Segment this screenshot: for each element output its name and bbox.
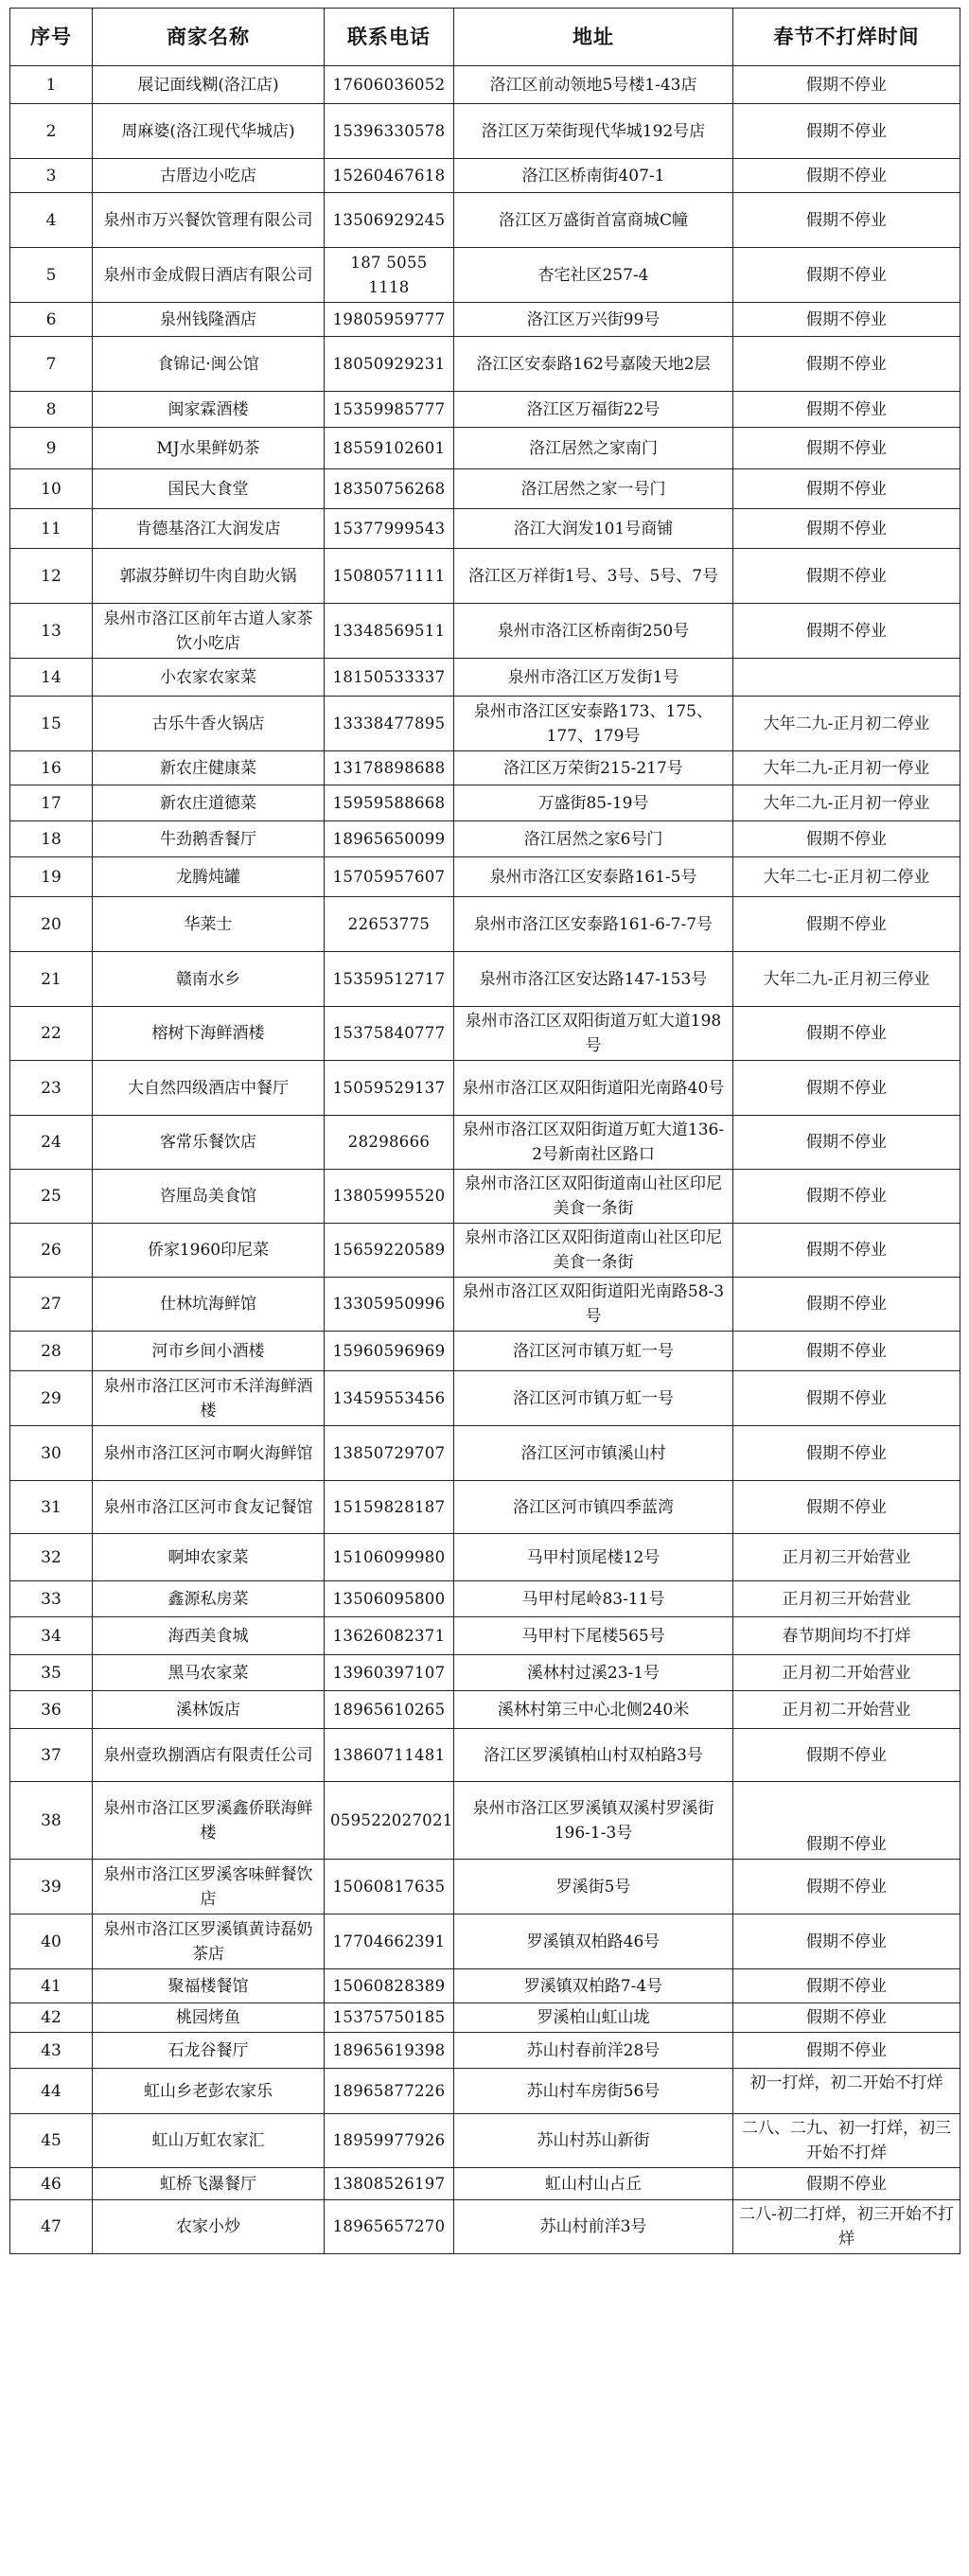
cell-address: 洛江区安泰路162号嘉陵天地2层 <box>454 337 733 392</box>
table-row <box>10 785 960 821</box>
table-row <box>10 659 960 697</box>
cell-no: 23 <box>10 1061 93 1116</box>
cell-no: 38 <box>10 1782 93 1860</box>
cell-name: 石龙谷餐厅 <box>93 2033 325 2069</box>
cell-name: 虹山乡老彭农家乐 <box>93 2069 325 2114</box>
cell-phone: 13506929245 <box>325 193 454 248</box>
cell-phone: 17704662391 <box>325 1914 454 1969</box>
cell-no: 19 <box>10 857 93 897</box>
cell-hours: 假期不停业 <box>733 549 960 604</box>
cell-address: 罗溪镇双柏路46号 <box>454 1914 733 1969</box>
cell-no: 16 <box>10 751 93 785</box>
table-header-row <box>10 9 960 66</box>
cell-name: 侨家1960印尼菜 <box>93 1224 325 1278</box>
table-row <box>10 303 960 337</box>
cell-hours: 假期不停业 <box>733 1969 960 2003</box>
cell-name: 古乐牛香火锅店 <box>93 697 325 751</box>
cell-name: 桃园烤鱼 <box>93 2003 325 2033</box>
cell-name: 虹山万虹农家汇 <box>93 2114 325 2168</box>
table-row <box>10 1782 960 1860</box>
cell-no: 27 <box>10 1278 93 1332</box>
cell-name: 龙腾炖罐 <box>93 857 325 897</box>
cell-address: 溪林村过溪23-1号 <box>454 1655 733 1691</box>
cell-no: 33 <box>10 1581 93 1617</box>
cell-no: 5 <box>10 248 93 303</box>
cell-name: 黑马农家菜 <box>93 1655 325 1691</box>
cell-hours: 假期不停业 <box>733 2033 960 2069</box>
table-row <box>10 1729 960 1782</box>
cell-phone: 15375750185 <box>325 2003 454 2033</box>
header-no: 序号 <box>10 9 93 66</box>
cell-address: 洛江区万祥街1号、3号、5号、7号 <box>454 549 733 604</box>
cell-address: 泉州市洛江区双阳街道万虹大道136-2号新南社区路口 <box>454 1116 733 1170</box>
cell-no: 36 <box>10 1691 93 1729</box>
cell-address: 洛江区万盛街首富商城C幢 <box>454 193 733 248</box>
cell-hours: 假期不停业 <box>733 193 960 248</box>
table-row <box>10 1691 960 1729</box>
cell-phone: 18959977926 <box>325 2114 454 2168</box>
cell-hours <box>733 659 960 697</box>
merchant-table-container <box>9 8 960 2254</box>
cell-address: 罗溪柏山虹山垅 <box>454 2003 733 2033</box>
cell-address: 苏山村前洋3号 <box>454 2200 733 2254</box>
table-body <box>10 66 960 2254</box>
table-row <box>10 1969 960 2003</box>
table-row <box>10 1278 960 1332</box>
table-row <box>10 1617 960 1655</box>
cell-no: 3 <box>10 159 93 193</box>
table-row <box>10 337 960 392</box>
header-phone: 联系电话 <box>325 9 454 66</box>
cell-phone: 15159828187 <box>325 1481 454 1534</box>
cell-address: 苏山村车房街56号 <box>454 2069 733 2114</box>
cell-address: 泉州市洛江区罗溪镇双溪村罗溪街196-1-3号 <box>454 1782 733 1860</box>
cell-hours: 假期不停业 <box>733 1426 960 1481</box>
cell-hours: 假期不停业 <box>733 1481 960 1534</box>
cell-name: 新农庄健康菜 <box>93 751 325 785</box>
cell-phone: 13805995520 <box>325 1170 454 1224</box>
cell-no: 35 <box>10 1655 93 1691</box>
cell-no: 47 <box>10 2200 93 2254</box>
cell-no: 39 <box>10 1860 93 1914</box>
cell-address: 洛江区河市镇万虹一号 <box>454 1332 733 1371</box>
cell-address: 泉州市洛江区安泰路161-6-7-7号 <box>454 897 733 952</box>
cell-name: 华莱士 <box>93 897 325 952</box>
cell-hours: 假期不停业 <box>733 2003 960 2033</box>
table-row <box>10 952 960 1007</box>
cell-phone: 13305950996 <box>325 1278 454 1332</box>
cell-phone: 13626082371 <box>325 1617 454 1655</box>
cell-hours: 假期不停业 <box>733 337 960 392</box>
cell-name: 小农家农家菜 <box>93 659 325 697</box>
cell-address: 泉州市洛江区双阳街道南山社区印尼美食一条街 <box>454 1170 733 1224</box>
cell-address: 杏宅社区257-4 <box>454 248 733 303</box>
cell-address: 泉州市洛江区万发街1号 <box>454 659 733 697</box>
table-row <box>10 897 960 952</box>
cell-name: 泉州市洛江区罗溪鑫侨联海鲜楼 <box>93 1782 325 1860</box>
table-row <box>10 1655 960 1691</box>
cell-name: 展记面线糊(洛江店) <box>93 66 325 104</box>
cell-no: 37 <box>10 1729 93 1782</box>
table-row <box>10 1170 960 1224</box>
cell-hours: 大年二七-正月初二停业 <box>733 857 960 897</box>
cell-name: 食锦记·闽公馆 <box>93 337 325 392</box>
header-name: 商家名称 <box>93 9 325 66</box>
cell-phone: 13338477895 <box>325 697 454 751</box>
table-row <box>10 159 960 193</box>
cell-no: 6 <box>10 303 93 337</box>
table-row <box>10 428 960 469</box>
cell-phone: 13860711481 <box>325 1729 454 1782</box>
cell-address: 洛江居然之家一号门 <box>454 469 733 509</box>
cell-hours: 假期不停业 <box>733 1224 960 1278</box>
cell-phone: 13506095800 <box>325 1581 454 1617</box>
cell-phone: 18965650099 <box>325 821 454 857</box>
cell-no: 13 <box>10 604 93 659</box>
cell-no: 7 <box>10 337 93 392</box>
cell-phone: 15059529137 <box>325 1061 454 1116</box>
cell-phone: 15359512717 <box>325 952 454 1007</box>
cell-hours: 假期不停业 <box>733 1061 960 1116</box>
cell-name: 泉州市洛江区罗溪镇黄诗磊奶茶店 <box>93 1914 325 1969</box>
cell-address: 溪林村第三中心北侧240米 <box>454 1691 733 1729</box>
cell-phone: 17606036052 <box>325 66 454 104</box>
cell-phone: 15377999543 <box>325 509 454 549</box>
cell-no: 10 <box>10 469 93 509</box>
cell-hours: 假期不停业 <box>733 1914 960 1969</box>
cell-name: 泉州市万兴餐饮管理有限公司 <box>93 193 325 248</box>
cell-name: 泉州市洛江区河市啊火海鲜馆 <box>93 1426 325 1481</box>
cell-address: 洛江区罗溪镇柏山村双柏路3号 <box>454 1729 733 1782</box>
cell-name: 河市乡间小酒楼 <box>93 1332 325 1371</box>
cell-name: 咨厘岛美食馆 <box>93 1170 325 1224</box>
table-row <box>10 751 960 785</box>
cell-no: 22 <box>10 1007 93 1061</box>
cell-address: 虹山村山占丘 <box>454 2168 733 2200</box>
table-row <box>10 1581 960 1617</box>
cell-hours: 假期不停业 <box>733 1170 960 1224</box>
cell-name: 泉州市洛江区河市食友记餐馆 <box>93 1481 325 1534</box>
cell-hours: 假期不停业 <box>733 2168 960 2200</box>
table-row <box>10 104 960 159</box>
cell-phone: 15080571111 <box>325 549 454 604</box>
cell-hours: 假期不停业 <box>733 66 960 104</box>
cell-phone: 18965610265 <box>325 1691 454 1729</box>
cell-phone: 18150533337 <box>325 659 454 697</box>
cell-address: 洛江居然之家6号门 <box>454 821 733 857</box>
cell-address: 洛江区万荣街215-217号 <box>454 751 733 785</box>
cell-no: 17 <box>10 785 93 821</box>
cell-phone: 15396330578 <box>325 104 454 159</box>
cell-phone: 18050929231 <box>325 337 454 392</box>
cell-name: 泉州市洛江区前年古道人家茶饮小吃店 <box>93 604 325 659</box>
cell-phone: 13459553456 <box>325 1371 454 1426</box>
cell-name: 国民大食堂 <box>93 469 325 509</box>
cell-no: 9 <box>10 428 93 469</box>
cell-no: 21 <box>10 952 93 1007</box>
cell-hours: 假期不停业 <box>733 1782 960 1860</box>
cell-name: 郭淑芬鲜切牛肉自助火锅 <box>93 549 325 604</box>
cell-hours: 正月初二开始营业 <box>733 1691 960 1729</box>
cell-name: 聚福楼餐馆 <box>93 1969 325 2003</box>
cell-hours: 假期不停业 <box>733 1371 960 1426</box>
table-row <box>10 1426 960 1481</box>
table-row <box>10 2033 960 2069</box>
cell-name: 赣南水乡 <box>93 952 325 1007</box>
cell-address: 洛江区万兴街99号 <box>454 303 733 337</box>
cell-hours: 春节期间均不打烊 <box>733 1617 960 1655</box>
table-row <box>10 2168 960 2200</box>
cell-name: 鑫源私房菜 <box>93 1581 325 1617</box>
cell-name: 新农庄道德菜 <box>93 785 325 821</box>
cell-hours: 假期不停业 <box>733 1860 960 1914</box>
cell-hours: 大年二九-正月初一停业 <box>733 751 960 785</box>
table-row <box>10 1481 960 1534</box>
table-row <box>10 1224 960 1278</box>
cell-address: 泉州市洛江区安达路147-153号 <box>454 952 733 1007</box>
table-row <box>10 469 960 509</box>
header-hours: 春节不打烊时间 <box>733 9 960 66</box>
cell-hours: 大年二九-正月初一停业 <box>733 785 960 821</box>
cell-no: 11 <box>10 509 93 549</box>
table-row <box>10 193 960 248</box>
merchant-table <box>9 8 960 2254</box>
cell-name: 虹桥飞瀑餐厅 <box>93 2168 325 2200</box>
cell-phone: 15106099980 <box>325 1534 454 1581</box>
cell-hours: 大年二九-正月初二停业 <box>733 697 960 751</box>
cell-phone: 18965877226 <box>325 2069 454 2114</box>
cell-phone: 13178898688 <box>325 751 454 785</box>
table-row <box>10 248 960 303</box>
cell-no: 4 <box>10 193 93 248</box>
cell-hours: 假期不停业 <box>733 303 960 337</box>
cell-no: 25 <box>10 1170 93 1224</box>
cell-no: 40 <box>10 1914 93 1969</box>
cell-address: 泉州市洛江区桥南街250号 <box>454 604 733 659</box>
cell-name: 溪林饭店 <box>93 1691 325 1729</box>
cell-hours: 假期不停业 <box>733 604 960 659</box>
cell-name: 榕树下海鲜酒楼 <box>93 1007 325 1061</box>
table-row <box>10 857 960 897</box>
cell-address: 泉州市洛江区安泰路161-5号 <box>454 857 733 897</box>
cell-hours: 假期不停业 <box>733 1729 960 1782</box>
cell-hours: 假期不停业 <box>733 428 960 469</box>
cell-hours: 假期不停业 <box>733 821 960 857</box>
table-row <box>10 2114 960 2168</box>
cell-name: MJ水果鲜奶茶 <box>93 428 325 469</box>
cell-phone: 13348569511 <box>325 604 454 659</box>
table-row <box>10 549 960 604</box>
cell-no: 32 <box>10 1534 93 1581</box>
cell-address: 马甲村下尾楼565号 <box>454 1617 733 1655</box>
cell-no: 28 <box>10 1332 93 1371</box>
cell-no: 24 <box>10 1116 93 1170</box>
cell-address: 马甲村顶尾楼12号 <box>454 1534 733 1581</box>
cell-phone: 15659220589 <box>325 1224 454 1278</box>
cell-hours: 二八-初二打烊，初三开始不打烊 <box>733 2200 960 2254</box>
cell-no: 29 <box>10 1371 93 1426</box>
cell-name: 泉州壹玖捌酒店有限责任公司 <box>93 1729 325 1782</box>
cell-hours: 假期不停业 <box>733 469 960 509</box>
cell-hours: 假期不停业 <box>733 509 960 549</box>
cell-no: 14 <box>10 659 93 697</box>
cell-hours: 假期不停业 <box>733 248 960 303</box>
cell-no: 41 <box>10 1969 93 2003</box>
cell-phone: 22653775 <box>325 897 454 952</box>
cell-name: 闽家霖酒楼 <box>93 392 325 428</box>
cell-address: 苏山村苏山新街 <box>454 2114 733 2168</box>
cell-hours: 假期不停业 <box>733 104 960 159</box>
cell-name: 泉州市洛江区河市禾洋海鲜酒楼 <box>93 1371 325 1426</box>
table-row <box>10 2200 960 2254</box>
table-row <box>10 1007 960 1061</box>
cell-address: 罗溪街5号 <box>454 1860 733 1914</box>
cell-phone: 18559102601 <box>325 428 454 469</box>
table-row <box>10 604 960 659</box>
cell-name: 牛劲鹅香餐厅 <box>93 821 325 857</box>
table-row <box>10 66 960 104</box>
cell-phone: 15060828389 <box>325 1969 454 2003</box>
cell-no: 12 <box>10 549 93 604</box>
table-row <box>10 697 960 751</box>
cell-phone: 28298666 <box>325 1116 454 1170</box>
cell-name: 啊坤农家菜 <box>93 1534 325 1581</box>
cell-name: 泉州钱隆酒店 <box>93 303 325 337</box>
table-row <box>10 1914 960 1969</box>
cell-name: 周麻婆(洛江现代华城店) <box>93 104 325 159</box>
cell-phone: 15060817635 <box>325 1860 454 1914</box>
cell-name: 农家小炒 <box>93 2200 325 2254</box>
cell-phone: 15960596969 <box>325 1332 454 1371</box>
cell-name: 客常乐餐饮店 <box>93 1116 325 1170</box>
table-row <box>10 1061 960 1116</box>
table-row <box>10 2003 960 2033</box>
cell-address: 泉州市洛江区安泰路173、175、177、179号 <box>454 697 733 751</box>
table-row <box>10 1371 960 1426</box>
cell-no: 30 <box>10 1426 93 1481</box>
cell-name: 肯德基洛江大润发店 <box>93 509 325 549</box>
cell-hours: 假期不停业 <box>733 1332 960 1371</box>
cell-phone: 15260467618 <box>325 159 454 193</box>
cell-phone: 187 5055 1118 <box>325 248 454 303</box>
cell-no: 45 <box>10 2114 93 2168</box>
cell-no: 20 <box>10 897 93 952</box>
cell-phone: 18965657270 <box>325 2200 454 2254</box>
cell-name: 古厝边小吃店 <box>93 159 325 193</box>
cell-phone: 19805959777 <box>325 303 454 337</box>
cell-no: 42 <box>10 2003 93 2033</box>
cell-name: 仕林坑海鲜馆 <box>93 1278 325 1332</box>
table-row <box>10 1860 960 1914</box>
cell-address: 洛江居然之家南门 <box>454 428 733 469</box>
cell-address: 泉州市洛江区双阳街道阳光南路40号 <box>454 1061 733 1116</box>
cell-phone: 18965619398 <box>325 2033 454 2069</box>
cell-hours: 假期不停业 <box>733 1007 960 1061</box>
cell-hours: 假期不停业 <box>733 897 960 952</box>
cell-phone: 13808526197 <box>325 2168 454 2200</box>
cell-no: 34 <box>10 1617 93 1655</box>
cell-no: 43 <box>10 2033 93 2069</box>
cell-phone: 18350756268 <box>325 469 454 509</box>
cell-phone: 059522027021 <box>325 1782 454 1860</box>
cell-hours: 大年二九-正月初三停业 <box>733 952 960 1007</box>
cell-address: 泉州市洛江区双阳街道万虹大道198号 <box>454 1007 733 1061</box>
cell-no: 44 <box>10 2069 93 2114</box>
cell-address: 洛江大润发101号商铺 <box>454 509 733 549</box>
cell-phone: 15959588668 <box>325 785 454 821</box>
cell-hours: 二八、二九、初一打烊，初三开始不打烊 <box>733 2114 960 2168</box>
cell-name: 大自然四级酒店中餐厅 <box>93 1061 325 1116</box>
cell-address: 马甲村尾岭83-11号 <box>454 1581 733 1617</box>
table-row <box>10 1116 960 1170</box>
header-address: 地址 <box>454 9 733 66</box>
cell-no: 8 <box>10 392 93 428</box>
cell-phone: 15359985777 <box>325 392 454 428</box>
cell-address: 洛江区河市镇万虹一号 <box>454 1371 733 1426</box>
table-row <box>10 1332 960 1371</box>
cell-hours: 假期不停业 <box>733 159 960 193</box>
cell-no: 26 <box>10 1224 93 1278</box>
cell-no: 31 <box>10 1481 93 1534</box>
table-row <box>10 2069 960 2114</box>
table-row <box>10 392 960 428</box>
cell-name: 泉州市金成假日酒店有限公司 <box>93 248 325 303</box>
cell-no: 15 <box>10 697 93 751</box>
cell-address: 罗溪镇双柏路7-4号 <box>454 1969 733 2003</box>
table-row <box>10 509 960 549</box>
cell-hours: 正月初三开始营业 <box>733 1534 960 1581</box>
cell-address: 洛江区前动领地5号楼1-43店 <box>454 66 733 104</box>
cell-address: 泉州市洛江区双阳街道南山社区印尼美食一条街 <box>454 1224 733 1278</box>
cell-phone: 15705957607 <box>325 857 454 897</box>
cell-address: 洛江区桥南街407-1 <box>454 159 733 193</box>
table-row <box>10 1534 960 1581</box>
cell-name: 泉州市洛江区罗溪客味鲜餐饮店 <box>93 1860 325 1914</box>
cell-phone: 15375840777 <box>325 1007 454 1061</box>
cell-address: 洛江区万福街22号 <box>454 392 733 428</box>
cell-address: 万盛街85-19号 <box>454 785 733 821</box>
cell-address: 洛江区河市镇四季蓝湾 <box>454 1481 733 1534</box>
cell-address: 洛江区万荣街现代华城192号店 <box>454 104 733 159</box>
cell-hours: 正月初三开始营业 <box>733 1581 960 1617</box>
cell-hours: 假期不停业 <box>733 392 960 428</box>
cell-hours: 假期不停业 <box>733 1278 960 1332</box>
cell-no: 46 <box>10 2168 93 2200</box>
cell-name: 海西美食城 <box>93 1617 325 1655</box>
cell-hours: 假期不停业 <box>733 1116 960 1170</box>
cell-no: 1 <box>10 66 93 104</box>
cell-hours: 正月初二开始营业 <box>733 1655 960 1691</box>
cell-no: 18 <box>10 821 93 857</box>
cell-hours: 初一打烊，初二开始不打烊 <box>733 2069 960 2114</box>
cell-address: 泉州市洛江区双阳街道阳光南路58-3号 <box>454 1278 733 1332</box>
cell-phone: 13850729707 <box>325 1426 454 1481</box>
cell-phone: 13960397107 <box>325 1655 454 1691</box>
cell-address: 洛江区河市镇溪山村 <box>454 1426 733 1481</box>
cell-no: 2 <box>10 104 93 159</box>
cell-address: 苏山村春前洋28号 <box>454 2033 733 2069</box>
table-row <box>10 821 960 857</box>
